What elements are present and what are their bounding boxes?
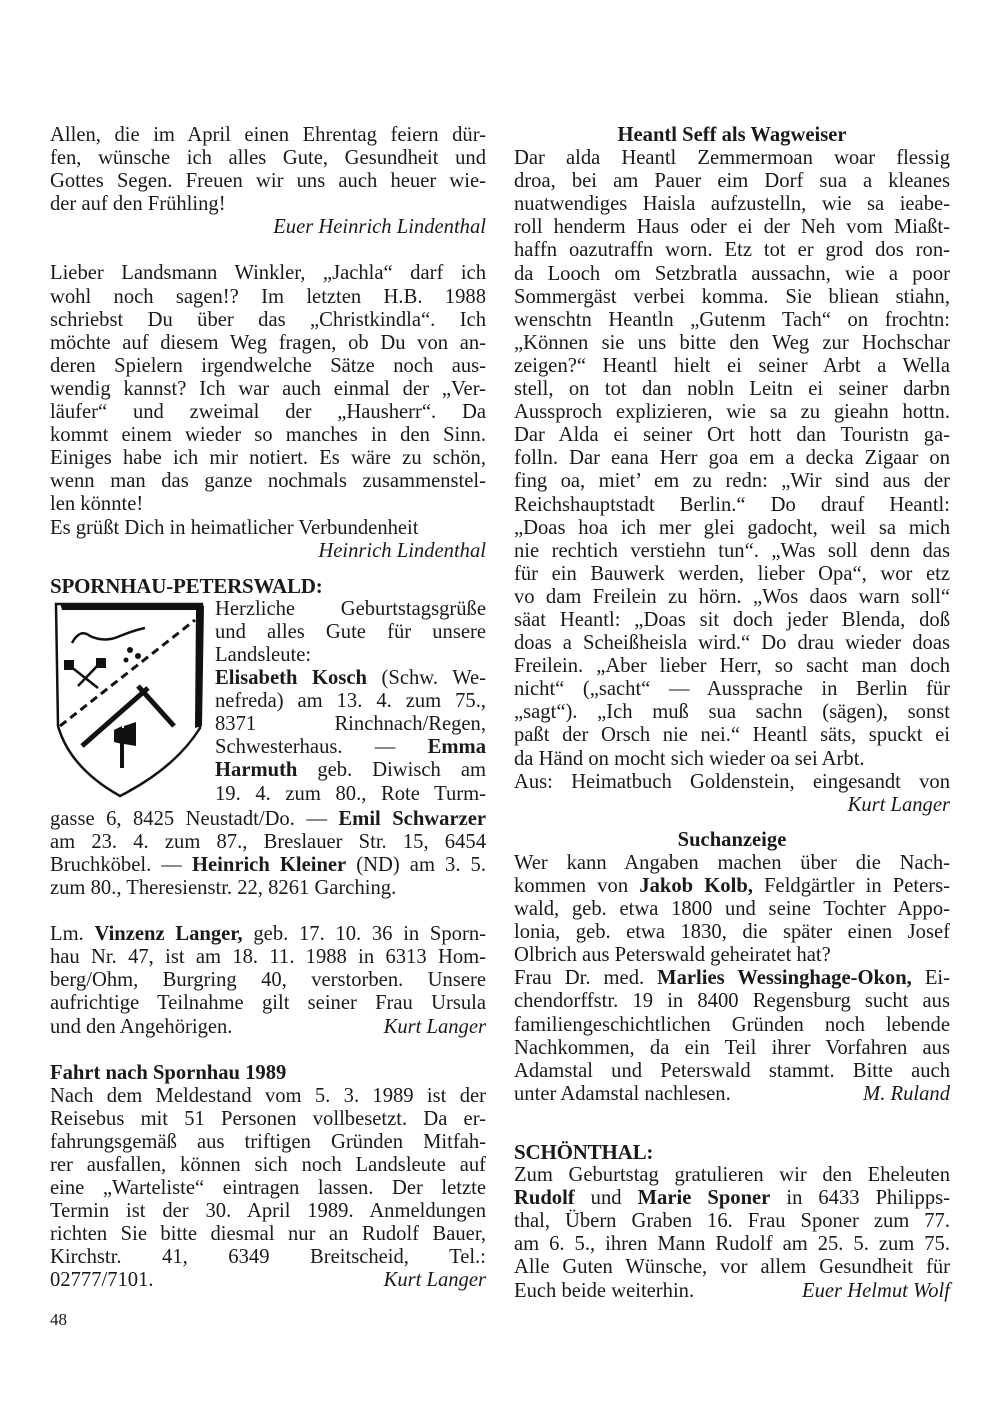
section-heading: Suchanzeige <box>677 828 787 851</box>
text-line: droa, bei am Pauer eim Dorf sua a kleanes <box>514 170 950 193</box>
text-line: wenschtn Heantln „Gutenm Tach“ on frochtn: <box>514 308 950 331</box>
letter-section <box>50 262 486 562</box>
person-name: Rudolf <box>514 1187 575 1210</box>
text-line: Es grüßt Dich in heimatlicher Verbundenheit <box>50 516 419 539</box>
coat-of-arms-icon <box>50 598 215 808</box>
text-line: roll henderm Haus oder ei der Neh vom Miaßt- <box>514 216 950 239</box>
phone-number: 02777/7101. <box>50 1269 154 1292</box>
text-line: haffn oazutraffn worn. Etz tot er grod dos ron- <box>514 239 950 262</box>
signature: Kurt Langer <box>847 793 950 816</box>
text-line: und alles Gute für unsere <box>215 620 486 643</box>
text-line: lonia, geb. etwa 1830, die später einen Josef <box>514 921 950 944</box>
text-line: da Looch om Setzbratla aussachn, wie a poor <box>514 262 950 285</box>
text-line: nefreda) am 13. 4. zum 75., <box>215 690 486 713</box>
text-line: kommen von Jakob Kolb, Feldgärtler in Peters- <box>514 875 950 897</box>
text-line: wald, geb. etwa 1800 und seine Tochter Appo- <box>514 898 950 921</box>
spacer <box>50 563 486 575</box>
text-line: Reisebus mit 51 Personen vollbesetzt. Da er- <box>50 1107 486 1130</box>
text-line: Sommergäst verbei komma. Sie bliean stiahn, <box>514 285 950 308</box>
text-line: folln. Dar eana Herr goa em a decka Zigaar on <box>514 447 950 470</box>
text-line: wohl noch sagen!? Im letzten H.B. 1988 <box>50 285 486 308</box>
signature: M. Ruland <box>863 1082 950 1105</box>
text-line: wenn man das ganze nochmals zusammenstel- <box>50 470 486 493</box>
spacer <box>50 900 486 923</box>
text-line: nie rechtich verstiehn tun“. „Was soll denn das <box>514 539 950 562</box>
text-line: richten Sie bitte diesmal nur an Rudolf Bauer, <box>50 1223 486 1246</box>
text-line: Dar Alda ei seiner Ort hott dan Touristn ga- <box>514 424 950 447</box>
text-line: „Können sie uns bitte den Weg zur Hochschar <box>514 331 950 354</box>
text-line: möchte auf diesem Weg fragen, ob Du von an- <box>50 331 486 354</box>
person-name: Jakob Kolb, <box>639 875 753 897</box>
text-line: doas a Scheißheisla wird.“ Do drau wieder doas <box>514 632 950 655</box>
text-line: zum 80., Theresienstr. 22, 8261 Garching. <box>50 877 397 900</box>
text-line: vo dam Freilein zu hörn. „Wos daos warn soll“ <box>514 585 950 608</box>
signature: Kurt Langer <box>383 1015 486 1038</box>
greeting-section <box>50 124 486 239</box>
text-line: Gottes Segen. Freuen wir uns auch heuer wie- <box>50 170 486 193</box>
signature: Heinrich Lindenthal <box>318 539 486 562</box>
text-line: thal, Übern Graben 16. Frau Sponer zum 77. <box>514 1210 950 1233</box>
text-line: aufrichtige Teilnahme gilt seiner Frau Ursula <box>50 992 486 1015</box>
text-line: 19. 4. zum 80., Rote Turm- <box>215 782 486 805</box>
text-line: Zum Geburtstag gratulieren wir den Eheleuten <box>514 1164 950 1187</box>
text-line: Frau Dr. med. Marlies Wessinghage-Okon, Ei- <box>514 967 950 990</box>
section-heading: Fahrt nach Spornhau 1989 <box>50 1061 287 1084</box>
text-line: fahrungsgemäß aus triftigen Gründen Mitfah- <box>50 1130 486 1153</box>
person-name: Emma <box>427 736 486 759</box>
text-line: Wer kann Angaben machen über die Nach- <box>514 851 950 874</box>
text-line: da Händ on mocht sich wieder oa sei Arbt. <box>514 747 865 770</box>
text-line: Einiges habe ich mir notiert. Es wäre zu schön, <box>50 447 486 470</box>
text-line: Allen, die im April einen Ehrentag feiern dür- <box>50 124 486 146</box>
person-name: Vinzenz Langer, <box>94 923 243 946</box>
text-line: eine „Warteliste“ eintragen lassen. Der letzte <box>50 1177 486 1200</box>
person-name: Emil Schwarzer <box>338 807 486 830</box>
text-line: wendig kannst? Ich war auch einmal der „Ver- <box>50 377 486 400</box>
text-line: chendorffstr. 19 in 8400 Regensburg sucht aus <box>514 990 950 1013</box>
text-line: Rudolf und Marie Sponer in 6433 Philipps- <box>514 1187 950 1210</box>
text-line: Landsleute: <box>215 643 312 666</box>
text-line: Harmuth geb. Diwisch am <box>215 759 486 782</box>
text-line: hau Nr. 47, ist am 18. 11. 1988 in 6313 Hom- <box>50 946 486 969</box>
text-line: Reichshauptstadt Berlin.“ Do drauf Heantl: <box>514 493 950 516</box>
text-line: Bruchköbel. — Heinrich Kleiner (ND) am 3. 5. <box>50 853 486 876</box>
text-line: für ein Bauwerk werden, lieber Opa“, wor etz <box>514 562 950 585</box>
text-line: „sagt“). „Ich muß sua sachn (sägen), sonst <box>514 701 950 724</box>
person-name: Marie Sponer <box>637 1187 771 1210</box>
schoenthal-section <box>514 1141 950 1303</box>
text-line: Adamstal und Peterswald stammt. Bitte auch <box>514 1059 950 1082</box>
text-line: stell, on tot dan nobln Leitn ei seiner darbn <box>514 378 950 401</box>
text-line: Nach dem Meldestand vom 5. 3. 1989 ist der <box>50 1084 486 1107</box>
text-line: „Doas hoa ich mer glei gadocht, weil sa mich <box>514 516 950 539</box>
text-line: Schwesterhaus. — Emma <box>215 736 486 759</box>
text-line: Olbrich aus Peterswald geheiratet hat? <box>514 944 831 967</box>
person-name: Harmuth <box>215 759 298 782</box>
section-heading: Heantl Seff als Wagweiser <box>617 124 847 146</box>
trip-section <box>50 1062 486 1293</box>
text-line: am 6. 5., ihren Mann Rudolf am 25. 5. zum 75. <box>514 1233 950 1256</box>
text-line: läufer“ und zweimal der „Hausherr“. Da <box>50 401 486 424</box>
spacer <box>50 1039 486 1062</box>
person-name: Elisabeth Kosch <box>215 667 367 690</box>
text-line: kommt einem wieder so manches in den Sinn. <box>50 424 486 447</box>
text-line: 8371 Rinchnach/Regen, <box>215 713 486 736</box>
spornhau-section <box>50 575 486 900</box>
text-line: Lieber Landsmann Winkler, „Jachla“ darf ich <box>50 262 486 285</box>
text-line: und den Angehörigen. Kurt Langer <box>50 1015 486 1038</box>
text-line: deren Spielern irgendwelche Sätze noch aus- <box>50 354 486 377</box>
text-line: nuatwendiges Haisla aufzustelln, wie sa ieabe- <box>514 193 950 216</box>
right-column <box>514 124 950 1303</box>
text-line: fen, wünsche ich alles Gute, Gesundheit und <box>50 147 486 170</box>
text-line: len könnte! <box>50 493 144 516</box>
signature: Euer Heinrich Lindenthal <box>273 216 486 239</box>
section-heading: SPORNHAU-PETERSWALD: <box>50 573 323 598</box>
text-line: Nachkommen, da ein Teil ihrer Vorfahren aus <box>514 1036 950 1059</box>
text-line: säat Heantl: „Doas sit doch jeder Blenda, doß <box>514 608 950 631</box>
text-line: schriebst Du über das „Christkindla“. Ich <box>50 308 486 331</box>
spacer <box>514 1106 950 1129</box>
text-line: berg/Ohm, Burgring 40, verstorben. Unsere <box>50 969 486 992</box>
text-line: Aussproch explizieren, wie sa zu gieahn hottn. <box>514 401 950 424</box>
text-line: fing oa, miet’ em zu redn: „Wir sind aus der <box>514 470 950 493</box>
text-line: zeigen?“ Heantl hielt ei seiner Arbt a Wella <box>514 354 950 377</box>
story-section <box>514 124 950 817</box>
text-line: familiengeschichtlichen Gründen noch lebende <box>514 1013 950 1036</box>
text-line: Elisabeth Kosch (Schw. We- <box>215 667 486 690</box>
signature: Euer Helmut Wolf <box>802 1279 950 1302</box>
text-line: paßt der Orsch nie nei.“ Heantl säts, spuckt ei <box>514 724 950 747</box>
obituary-section <box>50 923 486 1038</box>
text-line: Alle Guten Wünsche, vor allem Gesundheit für <box>514 1256 950 1279</box>
text-line: gasse 6, 8425 Neustadt/Do. — Emil Schwarzer <box>50 807 486 830</box>
person-name: Marlies Wessinghage-Okon, <box>657 967 912 990</box>
text-line: Dar alda Heantl Zemmermoan woar flessig <box>514 147 950 170</box>
text-line: Freilein. „Aber lieber Herr, so sacht man doch <box>514 655 950 678</box>
text-line: Herzliche Geburtstagsgrüße <box>215 597 486 620</box>
signature: Kurt Langer <box>383 1269 486 1292</box>
text-line: der auf den Frühling! <box>50 193 226 216</box>
page-number: 48 <box>50 1310 67 1329</box>
text-line: Lm. Vinzenz Langer, geb. 17. 10. 36 in Sporn- <box>50 923 486 946</box>
text-line: nicht“ („sacht“ — Aussprache in Berlin für <box>514 678 950 701</box>
section-heading: SCHÖNTHAL: <box>514 1139 654 1164</box>
text-line: unter Adamstal nachlesen. M. Ruland <box>514 1082 950 1105</box>
birthday-greetings <box>215 598 486 808</box>
text-line: rer ausfallen, können sich noch Landsleute auf <box>50 1154 486 1176</box>
search-notice-section <box>514 829 950 1106</box>
person-name: Heinrich Kleiner <box>191 853 347 876</box>
text-line <box>50 1269 486 1292</box>
text-line: Kirchstr. 41, 6349 Breitscheid, Tel.: <box>50 1246 486 1269</box>
inset-row <box>50 598 486 808</box>
text-line: Aus: Heimatbuch Goldenstein, eingesandt von <box>514 770 950 793</box>
spacer <box>50 239 486 262</box>
left-column <box>50 124 486 1293</box>
text-line: Termin ist der 30. April 1989. Anmeldungen <box>50 1200 486 1223</box>
text-line: Euch beide weiterhin. Euer Helmut Wolf <box>514 1279 950 1302</box>
spacer <box>514 817 950 829</box>
text-line: am 23. 4. zum 87., Breslauer Str. 15, 6454 <box>50 830 486 853</box>
